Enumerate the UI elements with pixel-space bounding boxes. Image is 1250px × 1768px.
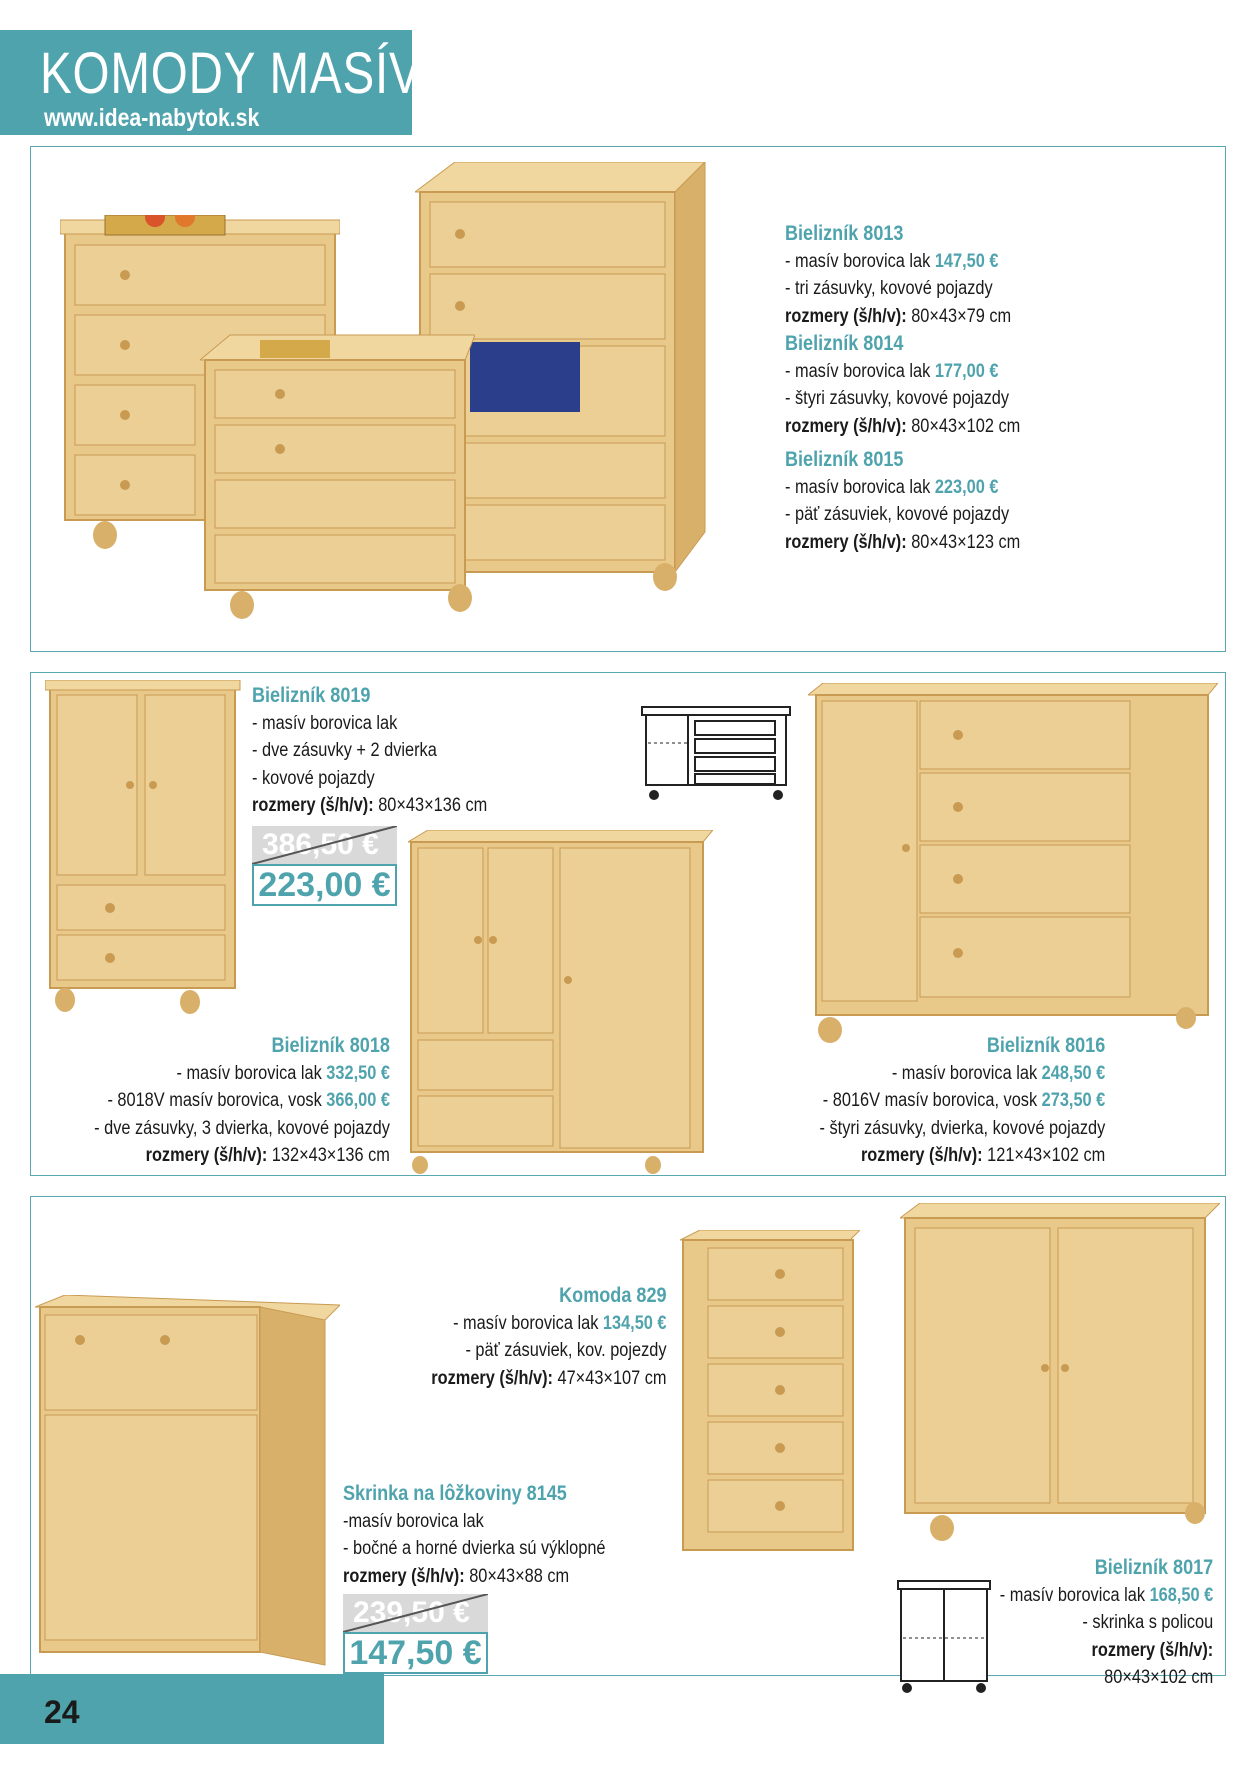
product-features-8015: - päť zásuviek, kovové pojazdy (785, 504, 1010, 525)
product-title-8019: Bielizník 8019 (252, 684, 371, 707)
product-features-8145: - bočné a horné dvierka sú výklopné (343, 1538, 606, 1559)
dims-label-8015: rozmery (š/h/v): (785, 531, 907, 553)
dims-label-8018: rozmery (š/h/v): (145, 1145, 268, 1166)
product-price-8018: 332,50 € (326, 1062, 390, 1084)
product-title-8013: Bielizník 8013 (785, 222, 904, 245)
new-price-8145: 147,50 € (343, 1632, 488, 1674)
product-info-8017 (1000, 1554, 1213, 1692)
product-info-8013-8015 (785, 220, 1020, 556)
dims-label-8013: rozmery (š/h/v): (785, 305, 907, 327)
product-price-8014: 177,00 € (934, 360, 999, 382)
product-variant-price-8018: 366,00 € (326, 1090, 390, 1111)
new-price-8019: 223,00 € (252, 864, 397, 906)
product-info-8019 (252, 682, 487, 820)
diagram-8017-icon (895, 1578, 995, 1698)
product-info-8018 (94, 1032, 390, 1170)
product-variant-8018: - 8018V masív borovica, vosk (107, 1090, 327, 1111)
product-features-8014: - štyri zásuvky, kovové pojazdy (785, 388, 1010, 409)
product-material-829: - masív borovica lak (453, 1312, 604, 1334)
product-title-8016: Bielizník 8016 (986, 1034, 1105, 1057)
product-features-8013: - tri zásuvky, kovové pojazdy (785, 278, 993, 299)
product-title-8015: Bielizník 8015 (785, 448, 904, 471)
product-material-8019: - masív borovica lak (252, 712, 398, 734)
old-price-8145-text: 239,50 € (353, 1596, 470, 1629)
product-material-8016: - masív borovica lak (891, 1062, 1042, 1084)
product-features-8016: - štyri zásuvky, dvierka, kovové pojazdy (819, 1117, 1105, 1139)
dims-label-8014: rozmery (š/h/v): (785, 415, 907, 437)
product-material-8013: - masív borovica lak (785, 250, 935, 272)
dims-label-8145: rozmery (š/h/v): (343, 1565, 465, 1587)
product-price-8016: 248,50 € (1041, 1062, 1105, 1084)
product-features-8017: - skrinka s policou (1082, 1612, 1213, 1633)
product-features-8018: - dve zásuvky, 3 dvierka, kovové pojazdy (94, 1117, 390, 1139)
wardrobe-8018-image (408, 830, 713, 1175)
wardrobe-8019-image (45, 680, 245, 1015)
wardrobe-8017-image (900, 1203, 1220, 1548)
product-variant-price-8016: 273,50 € (1041, 1090, 1105, 1111)
product-info-8145 (343, 1480, 606, 1590)
old-price-8019-text: 386,50 € (262, 828, 379, 861)
dims-value-829: 47×43×107 cm (553, 1367, 667, 1389)
page-number: 24 (44, 1694, 80, 1730)
dims-label-8016: rozmery (š/h/v): (860, 1145, 983, 1166)
product-price-8015: 223,00 € (934, 476, 999, 498)
product-features-829: - päť zásuviek, kov. pojezdy (465, 1340, 667, 1361)
diagram-8016-icon (640, 703, 792, 803)
cabinet-8145-image (35, 1295, 340, 1675)
product-material-8015: - masív borovica lak (785, 476, 935, 498)
dims-value-8013: 80×43×79 cm (906, 305, 1012, 327)
product-material-8018: - masív borovica lak (176, 1062, 327, 1084)
product-title-8018: Bielizník 8018 (271, 1034, 390, 1057)
product-info-829 (432, 1282, 667, 1392)
old-price-8019 (252, 826, 397, 864)
website-url[interactable]: www.idea-nabytok.sk (44, 104, 260, 132)
product-material-8145: -masív borovica lak (343, 1510, 484, 1532)
product-material-8014: - masív borovica lak (785, 360, 935, 382)
product-material-8017: - masív borovica lak (999, 1584, 1150, 1606)
dims-value-8014: 80×43×102 cm (906, 415, 1021, 437)
dims-value-8016: 121×43×102 cm (982, 1145, 1105, 1166)
product-title-8014: Bielizník 8014 (785, 332, 904, 355)
product-title-829: Komoda 829 (559, 1284, 667, 1307)
dims-value-8018: 132×43×136 cm (267, 1145, 390, 1166)
product-title-8145: Skrinka na lôžkoviny 8145 (343, 1482, 567, 1505)
dims-label-8017: rozmery (š/h/v): (1091, 1639, 1213, 1661)
product-price-8017: 168,50 € (1149, 1584, 1213, 1606)
dims-label-829: rozmery (š/h/v): (431, 1367, 554, 1389)
dims-value-8017: 80×43×102 cm (1103, 1667, 1213, 1688)
dims-label-8019: rozmery (š/h/v): (252, 795, 374, 816)
chest-8014-image (200, 330, 475, 620)
old-price-8145 (343, 1594, 488, 1632)
chest-8016-image (808, 683, 1218, 1058)
dims-value-8019: 80×43×136 cm (373, 795, 488, 816)
product-features-8019: - dve zásuvky + 2 dvierka (252, 740, 437, 761)
page-title: KOMODY MASÍV (40, 41, 422, 106)
product-features2-8019: - kovové pojazdy (252, 767, 375, 789)
product-price-829: 134,50 € (603, 1312, 667, 1334)
dims-value-8015: 80×43×123 cm (906, 531, 1021, 553)
product-info-8016 (819, 1032, 1105, 1170)
chest-829-image (680, 1230, 860, 1560)
product-price-8013: 147,50 € (934, 250, 999, 272)
dims-value-8145: 80×43×88 cm (464, 1565, 570, 1587)
product-variant-8016: - 8016V masív borovica, vosk (822, 1090, 1042, 1111)
product-title-8017: Bielizník 8017 (1094, 1556, 1213, 1579)
